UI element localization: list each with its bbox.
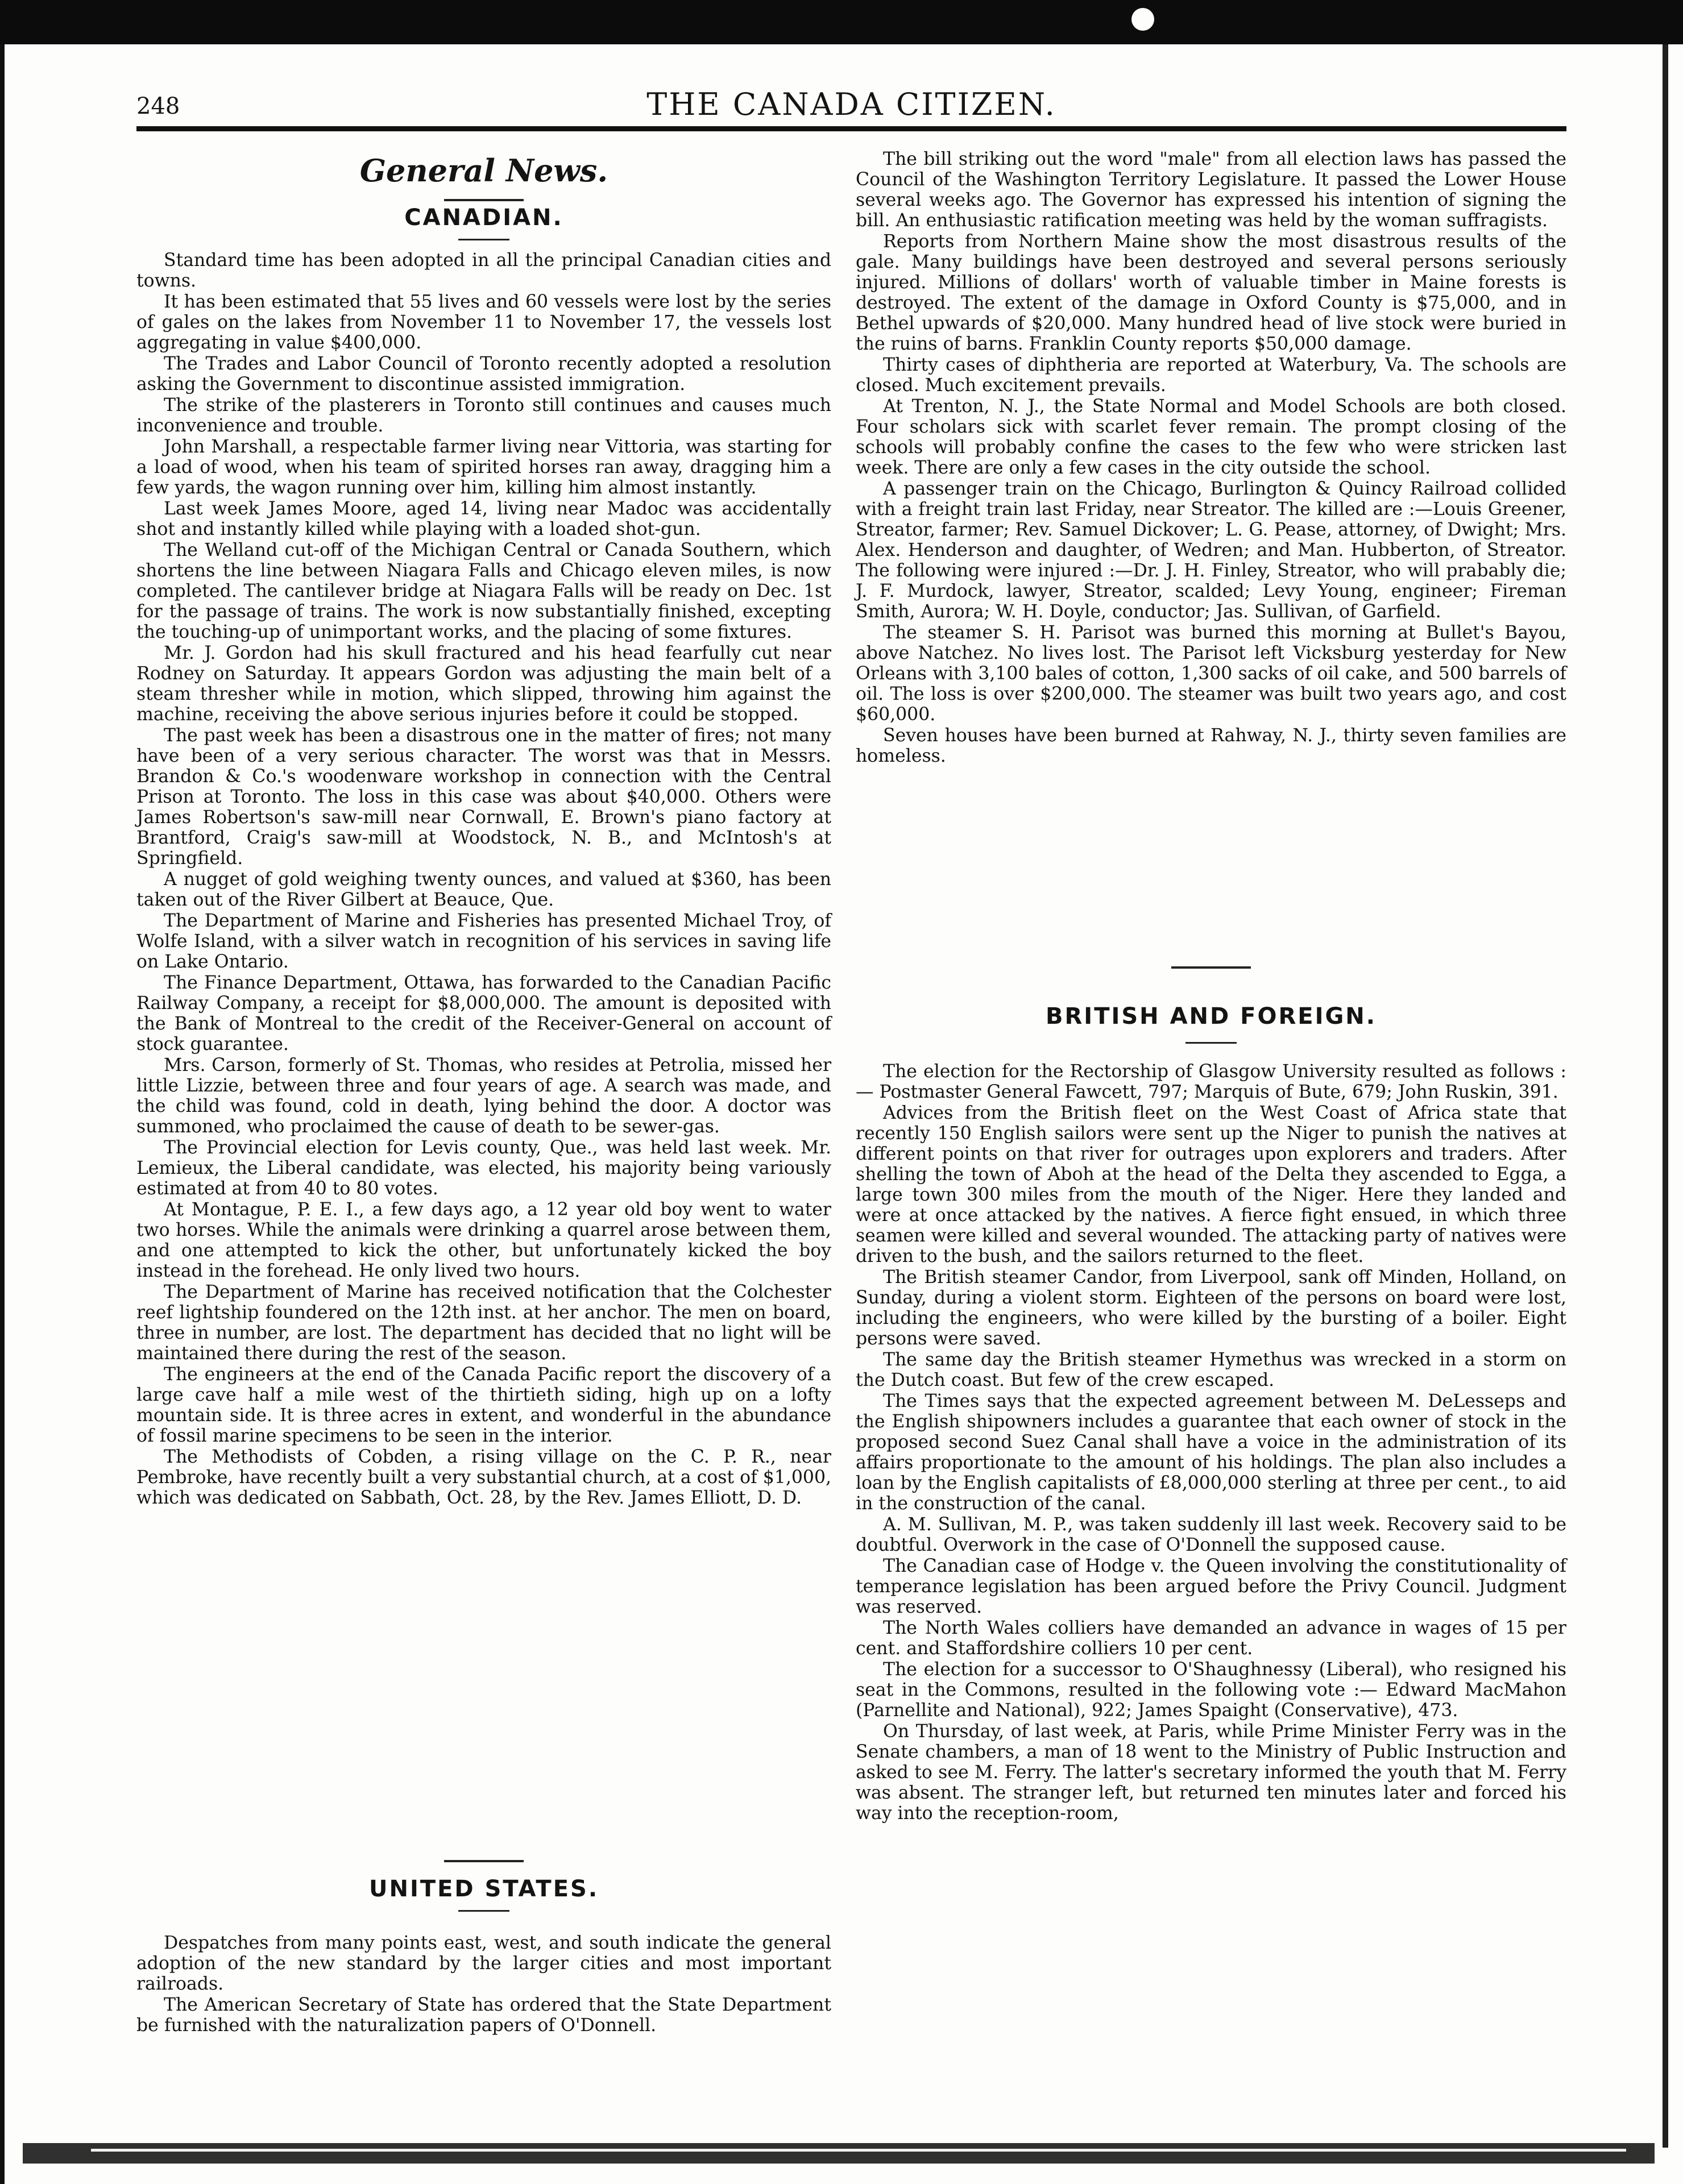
us-news-item: Reports from Northern Maine show the most disastrous results of the gale. Many buildings have been destroyed and several persons seriously injured. Millions of dollars' worth of valuable timber in Maine forests is destroyed. The extent of the damage in Oxford County is $75,000, and in Bethel upwards of $20,000. Many hundred head of live stock were buried in the ruins of barns. Franklin County reports $50,000 damage. <box>856 231 1566 354</box>
foreign-news-item: On Thursday, of last week, at Paris, while Prime Minister Ferry was in the Senate chambers, a man of 18 went to the Ministry of Public Instruction and asked to see M. Ferry. The latter's secretary informed the youth that M. Ferry was absent. The stranger left, but returned ten minutes later and forced his way into the reception-room, <box>856 1721 1566 1824</box>
canadian-news-item: The Department of Marine and Fisheries has presented Michael Troy, of Wolfe Island, with a silver watch in recognition of his services in saving life on Lake Ontario. <box>136 911 831 972</box>
united-states-column-left <box>136 1933 831 2081</box>
us-news-item: Thirty cases of diphtheria are reported at Waterbury, Va. The schools are closed. Much excitement prevails. <box>856 355 1566 396</box>
bf-rule <box>1185 1042 1237 1044</box>
us-news-item: Despatches from many points east, west, and south indicate the general adoption of the new standard by the larger cities and most important railroads. <box>136 1933 831 1994</box>
canadian-news-item: The Department of Marine has received notification that the Colchester reef lightship foundered on the 12th inst. at her anchor. The men on board, three in number, are lost. The department has decided that no light will be maintained there during the rest of the season. <box>136 1282 831 1364</box>
united-states-heading: UNITED STATES. <box>368 1876 599 1902</box>
title-rule <box>444 199 524 201</box>
canadian-news-item: The Trades and Labor Council of Toronto recently adopted a resolution asking the Government to discontinue assisted immigration. <box>136 354 831 395</box>
canadian-news-item: The Methodists of Cobden, a rising village on the C. P. R., near Pembroke, have recently built a very substantial church, at a cost of $1,000, which was dedicated on Sabbath, Oct. 28, by the Rev. James Elliott, D. D. <box>136 1447 831 1508</box>
us-news-item: At Trenton, N. J., the State Normal and Model Schools are both closed. Four scholars sick with scarlet fever remain. The prompt closing of the schools will probably confine the cases to the few who were stricken last week. There are only a few cases in the city outside the school. <box>856 396 1566 478</box>
canadian-news-item: The Welland cut-off of the Michigan Central or Canada Southern, which shortens the line between Niagara Falls and Chicago eleven miles, is now completed. The cantilever bridge at Niagara Falls will be ready on Dec. 1st for the passage of trains. The work is now substantially finished, excepting the touching-up of unimportant works, and the placing of some fixtures. <box>136 540 831 642</box>
british-foreign-column <box>856 1061 1566 2119</box>
foreign-news-item: Advices from the British fleet on the West Coast of Africa state that recently 150 English sailors were sent up the Niger to punish the natives at different points on that river for outrages upon explorers and traders. After shelling the town of Aboh at the head of the Delta they ascended to Egga, a large town 300 miles from the mouth of the Niger. Here they landed and were at once attacked by the natives. A fierce fight ensued, in which three seamen were killed and several wounded. The attacking party of natives were driven to the bush, and the sailors returned to the fleet. <box>856 1103 1566 1267</box>
canadian-news-item: The past week has been a disastrous one in the matter of fires; not many have been of a very serious character. The worst was that in Messrs. Brandon & Co.'s woodenware workshop in connection with the Central Prison at Toronto. The loss in this case was about $40,000. Others were James Robertson's saw-mill near Cornwall, E. Brown's piano factory at Brantford, Craig's saw-mill at Woodstock, N. B., and McIntosh's at Springfield. <box>136 725 831 869</box>
british-foreign-heading: BRITISH AND FOREIGN. <box>1046 1003 1377 1029</box>
foreign-news-item: The same day the British steamer Hymethus was wrecked in a storm on the Dutch coast. But few of the crew escaped. <box>856 1350 1566 1390</box>
scan-border-right <box>1663 44 1668 2148</box>
foreign-news-item: The Canadian case of Hodge v. the Queen involving the constitutionality of temperance legislation has been argued before the Privy Council. Judgment was reserved. <box>856 1556 1566 1617</box>
foreign-news-item: The election for a successor to O'Shaughnessy (Liberal), who resigned his seat in the Commons, resulted in the following vote :— Edward MacMahon (Parnellite and National), 922; James Spaight (Conservative), 473. <box>856 1659 1566 1721</box>
canadian-news-item: Last week James Moore, aged 14, living near Madoc was accidentally shot and instantly killed while playing with a loaded shot-gun. <box>136 499 831 539</box>
us-news-item: The steamer S. H. Parisot was burned this morning at Bullet's Bayou, above Natchez. No lives lost. The Parisot left Vicksburg yesterday for New Orleans with 3,100 bales of cotton, 1,300 sacks of oil cake, and 500 barrels of oil. The loss is over $200,000. The steamer was built two years ago, and cost $60,000. <box>856 622 1566 725</box>
foreign-news-item: The British steamer Candor, from Liverpool, sank off Minden, Holland, on Sunday, during a violent storm. Eighteen of the persons on board were lost, including the engineers, who were killed by the bursting of a boiler. Eight persons were saved. <box>856 1267 1566 1349</box>
foreign-news-item: The election for the Rectorship of Glasgow University resulted as follows :— Postmaster General Fawcett, 797; Marquis of Bute, 679; John Ruskin, 391. <box>856 1061 1566 1102</box>
us-news-item: A passenger train on the Chicago, Burlington & Quincy Railroad collided with a freight train last Friday, near Streator. The killed are :—Louis Greener, Streator, farmer; Rev. Samuel Dickover; L. G. Pease, attorney, of Dwight; Mrs. Alex. Henderson and daughter, of Wedren; and Man. Hubberton, of Streator. The following were injured :—Dr. J. H. Finley, Streator, who will prabably die; J. F. Murdock, lawyer, Streator, scalded; Levy Young, engineer; Fireman Smith, Aurora; W. H. Doyle, conductor; Jas. Sullivan, of Garfield. <box>856 479 1566 622</box>
header-rule <box>136 126 1566 131</box>
canadian-rule <box>458 239 509 240</box>
scan-border-top <box>0 0 1683 44</box>
canadian-news-item: The strike of the plasterers in Toronto still continues and causes much inconvenience and trouble. <box>136 395 831 436</box>
masthead: THE CANADA CITIZEN. <box>646 86 1056 122</box>
scan-border-left <box>0 44 22 2184</box>
us-news-item: Seven houses have been burned at Rahway, N. J., thirty seven families are homeless. <box>856 725 1566 766</box>
canadian-heading: CANADIAN. <box>404 205 563 231</box>
canadian-news-item: Standard time has been adopted in all the principal Canadian cities and towns. <box>136 250 831 291</box>
canadian-news-item: A nugget of gold weighing twenty ounces, and valued at $360, has been taken out of the River Gilbert at Beauce, Que. <box>136 869 831 910</box>
foreign-news-item: The North Wales colliers have demanded an advance in wages of 15 per cent. and Staffordshire colliers 10 per cent. <box>856 1618 1566 1659</box>
general-news-title: General News. <box>359 152 608 189</box>
us-top-rule <box>444 1860 524 1862</box>
canadian-news-item: At Montague, P. E. I., a few days ago, a 12 year old boy went to water two horses. While the animals were drinking a quarrel arose between them, and one attempted to kick the other, but unfortunately kicked the boy instead in the forehead. He only lived two hours. <box>136 1199 831 1281</box>
bf-top-rule <box>1171 966 1251 969</box>
canadian-news-item: The engineers at the end of the Canada Pacific report the discovery of a large cave half a mile west of the thirtieth siding, high up on a lofty mountain side. It is three acres in extent, and wonderful in the abundance of fossil marine specimens to be seen in the interior. <box>136 1364 831 1446</box>
scan-border-bottom <box>23 2143 1655 2164</box>
us-news-item: The American Secretary of State has ordered that the State Department be furnished with the naturalization papers of O'Donnell. <box>136 1995 831 2036</box>
canadian-news-item: Mr. J. Gordon had his skull fractured and his head fearfully cut near Rodney on Saturday. It appears Gordon was adjusting the main belt of a steam thresher while in motion, which slipped, throwing him against the machine, receiving the above serious injuries before it could be stopped. <box>136 643 831 725</box>
united-states-column-right <box>856 149 1566 968</box>
scan-blot <box>1131 8 1154 31</box>
foreign-news-item: The Times says that the expected agreement between M. DeLesseps and the English shipowners includes a guarantee that each owner of stock in the proposed second Suez Canal shall have a voice in the administration of its affairs proportionate to the amount of his holdings. The plan also includes a loan by the English capitalists of £8,000,000 sterling at three per cent., to aid in the construction of the canal. <box>856 1391 1566 1514</box>
canadian-column <box>136 250 831 1899</box>
canadian-news-item: It has been estimated that 55 lives and 60 vessels were lost by the series of gales on the lakes from November 11 to November 17, the vessels lost aggregating in value $400,000. <box>136 292 831 353</box>
page-number: 248 <box>136 93 180 119</box>
page-header <box>136 85 1566 131</box>
canadian-news-item: The Finance Department, Ottawa, has forwarded to the Canadian Pacific Railway Company, a receipt for $8,000,000. The amount is deposited with the Bank of Montreal to the credit of the Receiver-General on account of stock guarantee. <box>136 973 831 1054</box>
canadian-news-item: Mrs. Carson, formerly of St. Thomas, who resides at Petrolia, missed her little Lizzie, between three and four years of age. A search was made, and the child was found, cold in death, lying behind the door. A doctor was summoned, who proclaimed the cause of death to be sewer-gas. <box>136 1055 831 1137</box>
canadian-news-item: The Provincial election for Levis county, Que., was held last week. Mr. Lemieux, the Liberal candidate, was elected, his majority being variously estimated at from 40 to 80 votes. <box>136 1137 831 1199</box>
us-rule <box>458 1910 509 1912</box>
us-news-item: The bill striking out the word "male" from all election laws has passed the Council of the Washington Territory Legislature. It passed the Lower House several weeks ago. The Governor has expressed his intention of signing the bill. An enthusiastic ratification meeting was held by the woman suffragists. <box>856 149 1566 231</box>
foreign-news-item: A. M. Sullivan, M. P., was taken suddenly ill last week. Recovery said to be doubtful. Overwork in the case of O'Donnell the supposed cause. <box>856 1514 1566 1555</box>
canadian-news-item: John Marshall, a respectable farmer living near Vittoria, was starting for a load of wood, when his team of spirited horses ran away, dragging him a few yards, the wagon running over him, killing him almost instantly. <box>136 437 831 498</box>
